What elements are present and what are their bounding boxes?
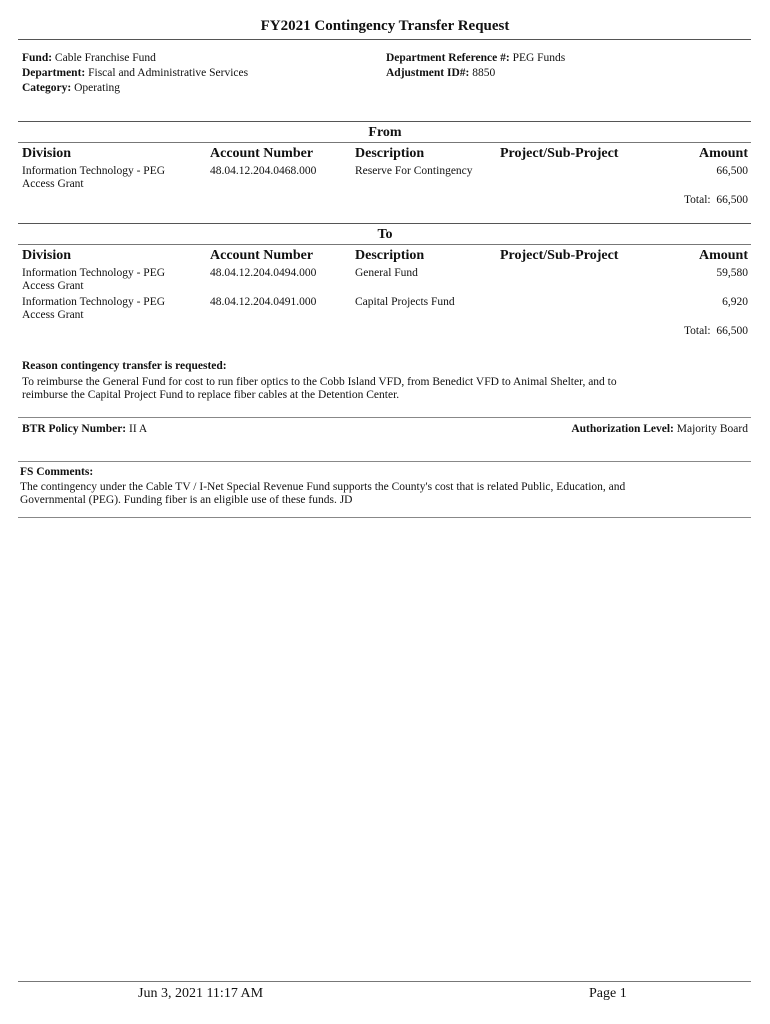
fs-comments-text xyxy=(20,481,750,507)
division-cell xyxy=(22,296,165,322)
adjustment-line xyxy=(386,66,565,81)
from-col-project: Project/Sub-Project xyxy=(500,146,619,161)
reason-text xyxy=(22,376,742,402)
fund-line xyxy=(22,51,248,66)
amount-cell: 66,500 xyxy=(716,165,748,177)
from-top-rule xyxy=(18,121,751,122)
fs-comments-label: FS Comments: xyxy=(20,466,94,478)
to-label-rule xyxy=(18,244,751,245)
to-col-amount: Amount xyxy=(698,248,748,263)
fund-value: Cable Franchise Fund xyxy=(54,52,156,64)
category-line xyxy=(22,81,248,96)
from-col-division: Division xyxy=(22,146,72,161)
from-label-rule xyxy=(18,142,751,143)
reason-line1: To reimburse the General Fund for cost to run fiber optics to the Cobb Island VFD, from Benedict VFD to Animal Shelter, and to xyxy=(22,376,617,388)
to-total-label: Total: xyxy=(683,325,711,337)
amount-cell: 6,920 xyxy=(722,296,748,308)
reason-divider xyxy=(18,417,751,418)
reason-line2: reimburse the Capital Project Fund to replace fiber cables at the Detention Center. xyxy=(22,389,400,401)
title-divider xyxy=(18,39,751,40)
authorization-level xyxy=(440,423,748,436)
meta-left xyxy=(22,51,248,96)
btr-policy xyxy=(22,423,147,436)
account-cell: 48.04.12.204.0494.000 xyxy=(210,267,317,279)
from-total-label: Total: xyxy=(683,194,711,206)
footer-page-number: Page 1 xyxy=(589,986,627,1001)
description-cell: General Fund xyxy=(355,267,418,279)
meta-right xyxy=(386,51,565,81)
reason-label: Reason contingency transfer is requested: xyxy=(22,360,227,372)
btr-policy-label: BTR Policy Number: xyxy=(22,423,127,435)
division-line1: Information Technology - PEG xyxy=(22,267,166,279)
to-label: To xyxy=(377,227,393,242)
department-value: Fiscal and Administrative Services xyxy=(88,67,249,79)
to-col-account: Account Number xyxy=(210,248,314,263)
dept-ref-value: PEG Funds xyxy=(512,52,566,64)
fs-comments-line2: Governmental (PEG). Funding fiber is an eligible use of these funds. JD xyxy=(20,494,353,506)
to-top-rule xyxy=(18,223,751,224)
description-cell: Capital Projects Fund xyxy=(355,296,455,308)
from-label: From xyxy=(368,125,402,140)
authorization-value: Majority Board xyxy=(676,423,748,435)
authorization-label: Authorization Level: xyxy=(571,423,674,435)
footer-rule xyxy=(18,981,751,982)
dept-ref-label: Department Reference #: xyxy=(386,52,510,64)
division-line1: Information Technology - PEG xyxy=(22,165,166,177)
footer-timestamp: Jun 3, 2021 11:17 AM xyxy=(138,986,264,1001)
from-col-description: Description xyxy=(355,146,425,161)
to-col-division: Division xyxy=(22,248,72,263)
division-line2: Access Grant xyxy=(22,280,84,292)
to-col-project: Project/Sub-Project xyxy=(500,248,619,263)
division-cell xyxy=(22,165,165,191)
adjustment-value: 8850 xyxy=(472,67,496,79)
account-cell: 48.04.12.204.0468.000 xyxy=(210,165,317,177)
adjustment-label: Adjustment ID#: xyxy=(386,67,470,79)
amount-cell: 59,580 xyxy=(716,267,748,279)
page-title: FY2021 Contingency Transfer Request xyxy=(260,18,510,34)
to-total xyxy=(600,325,748,338)
to-total-value: 66,500 xyxy=(716,325,748,337)
dept-ref-line xyxy=(386,51,565,66)
from-col-account: Account Number xyxy=(210,146,314,161)
category-label: Category: xyxy=(22,82,72,94)
account-cell: 48.04.12.204.0491.000 xyxy=(210,296,317,308)
from-total xyxy=(600,194,748,207)
policy-divider xyxy=(18,461,751,462)
fund-label: Fund: xyxy=(22,52,53,64)
department-label: Department: xyxy=(22,67,86,79)
division-line2: Access Grant xyxy=(22,178,84,190)
to-col-description: Description xyxy=(355,248,425,263)
btr-policy-value: II A xyxy=(129,423,148,435)
description-cell: Reserve For Contingency xyxy=(355,165,473,177)
division-cell xyxy=(22,267,165,293)
division-line2: Access Grant xyxy=(22,309,84,321)
division-line1: Information Technology - PEG xyxy=(22,296,166,308)
from-total-value: 66,500 xyxy=(716,194,748,206)
from-col-amount: Amount xyxy=(698,146,748,161)
department-line xyxy=(22,66,248,81)
comments-divider xyxy=(18,517,751,518)
fs-comments-line1: The contingency under the Cable TV / I-Net Special Revenue Fund supports the County's cost that is related Public, Education, and xyxy=(20,481,626,493)
category-value: Operating xyxy=(74,82,121,94)
